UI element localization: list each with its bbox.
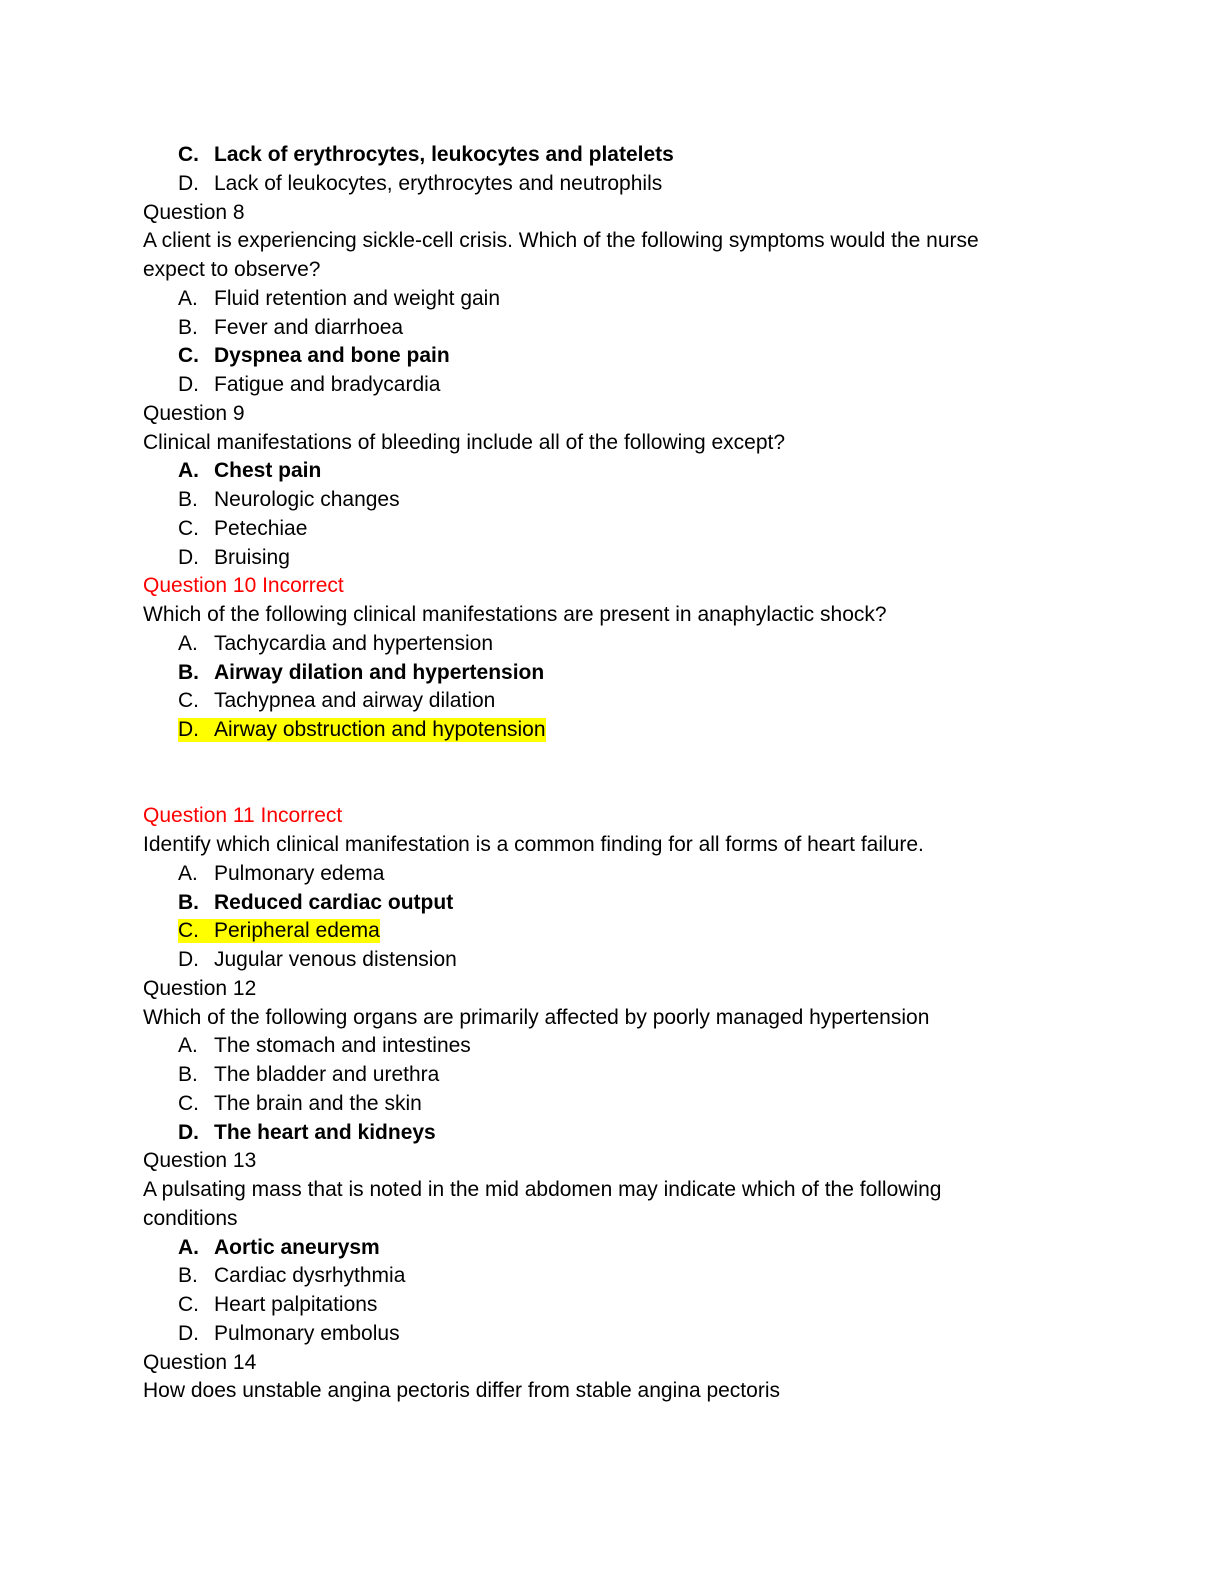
question-stem: Identify which clinical manifestation is a common finding for all forms of heart failure. [143, 833, 924, 856]
option-a: A. The stomach and intestines [178, 1034, 471, 1058]
blank-gap [143, 745, 1043, 803]
question-13 [143, 1147, 1043, 1348]
option-d-highlighted [143, 716, 1043, 745]
question-heading: Question 14 [143, 1350, 257, 1374]
question-heading-incorrect: Question 10 Incorrect [143, 574, 344, 598]
question-12 [143, 975, 1043, 1148]
option-c: C. Dyspnea and bone pain [178, 344, 450, 368]
question-heading: Question 12 [143, 976, 257, 1000]
question-14 [143, 1349, 1043, 1407]
option-c: C. Tachypnea and airway dilation [178, 689, 496, 713]
option-b: B. Airway dilation and hypertension [178, 660, 545, 684]
option-a: A. Pulmonary edema [178, 861, 385, 885]
option-b: B. The bladder and urethra [178, 1063, 440, 1086]
question-heading: Question 13 [143, 1149, 257, 1173]
option-b: B. Neurologic changes [178, 488, 400, 511]
highlight: D. Airway obstruction and hypotension [178, 718, 546, 741]
question-heading: Question 9 [143, 401, 245, 425]
question-stem-continued: expect to observe? [143, 258, 321, 281]
option-b: B. Cardiac dysrhythmia [178, 1264, 406, 1288]
document-body [143, 141, 1043, 1406]
question-stem: A pulsating mass that is noted in the mid abdomen may indicate which of the following [143, 1178, 942, 1201]
option-d: D. Jugular venous distension [178, 948, 457, 971]
highlight: C. Peripheral edema [178, 919, 380, 943]
question-7-tail [143, 141, 1043, 199]
option-b: B. Reduced cardiac output [178, 890, 454, 914]
option-c: C. Petechiae [178, 516, 308, 540]
option-d: D. Lack of leukocytes, erythrocytes and neutrophils [178, 171, 663, 195]
question-8 [143, 199, 1043, 400]
option-a: A. Chest pain [178, 459, 322, 483]
question-stem-continued: conditions [143, 1206, 238, 1230]
question-11 [143, 802, 1043, 975]
option-b: B. Fever and diarrhoea [178, 315, 404, 339]
option-c: C. Lack of erythrocytes, leukocytes and platelets [178, 143, 674, 166]
option-d: D. Bruising [178, 545, 290, 569]
option-c: C. The brain and the skin [178, 1091, 422, 1115]
option-d: D. Pulmonary embolus [178, 1321, 400, 1345]
question-heading-incorrect: Question 11 Incorrect [143, 804, 343, 828]
option-c-highlighted [143, 917, 1043, 946]
question-stem: Which of the following clinical manifestations are present in anaphylactic shock? [143, 603, 887, 626]
option-d: D. The heart and kidneys [178, 1120, 436, 1144]
question-stem: Which of the following organs are primarily affected by poorly managed hypertension [143, 1005, 930, 1029]
option-c: C. Heart palpitations [178, 1293, 378, 1316]
option-a: A. Tachycardia and hypertension [178, 631, 494, 655]
question-stem: Clinical manifestations of bleeding include all of the following except? [143, 430, 786, 454]
question-heading: Question 8 [143, 200, 245, 224]
question-9 [143, 400, 1043, 573]
option-a: A. Fluid retention and weight gain [178, 286, 501, 310]
question-stem: A client is experiencing sickle-cell crisis. Which of the following symptoms would the nurse [143, 229, 979, 253]
option-d: D. Fatigue and bradycardia [178, 373, 441, 396]
question-10 [143, 572, 1043, 745]
question-stem: How does unstable angina pectoris differ from stable angina pectoris [143, 1379, 780, 1403]
option-a: A. Aortic aneurysm [178, 1235, 380, 1259]
